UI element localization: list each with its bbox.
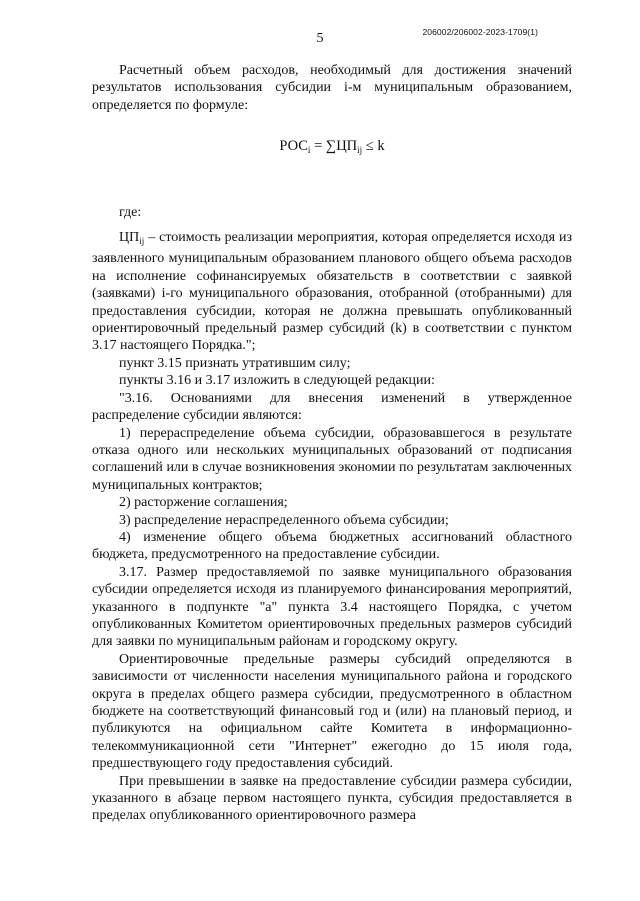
formula-tail: ≤ k	[362, 138, 385, 155]
document-id: 206002/206002-2023-1709(1)	[422, 27, 538, 37]
document-body	[92, 62, 572, 825]
definition-text: – стоимость реализации мероприятия, которая определяется исходя из заявленного муниципальным образованием планового общего объема расходов на исполнение софинансируемых обязательств в соответствии с заявкой (заявками) i-го муниципального образования, отобранной (отобранными) для предоставления субсидии, которая не должна превышать опубликованный ориентировочный предельный размер субсидий (k) в соответствии с пунктом 3.17 настоящего Порядка.";	[92, 230, 572, 354]
paragraph: пункты 3.16 и 3.17 изложить в следующей редакции:	[119, 373, 435, 389]
definition-term-subscript: ij	[139, 236, 145, 247]
where-label: где:	[119, 204, 142, 220]
paragraph: При превышении в заявке на предоставление субсидии размера субсидии, указанного в абзаце первом настоящего пункта, субсидия предоставляется в пределах опубликованного ориентировочного размера	[92, 773, 572, 824]
formula-rhs-subscript: ij	[357, 145, 363, 156]
paragraph: Ориентировочные предельные размеры субсидий определяются в зависимости от численности населения муниципального района и городского округа в пределах общего размера субсидии, предусмотренного в областном бюджете на соответствующий финансовый год и (или) на плановый период, и публикуются на официальном сайте Комитета в информационно-телекоммуникационной сети "Интернет" ежегодно до 15 июля года, предшествующего году предоставления субсидий.	[92, 651, 572, 772]
paragraph: "3.16. Основаниями для внесения изменений в утвержденное распределение субсидии являются:	[92, 390, 572, 424]
definition-term: ЦП	[119, 230, 140, 246]
page-number: 5	[316, 31, 324, 46]
paragraph: 2) расторжение соглашения;	[119, 495, 288, 511]
formula-lhs-subscript: i	[307, 145, 311, 156]
formula	[92, 138, 572, 159]
formula-lhs: РОС	[279, 138, 308, 155]
paragraph: 3) распределение нераспределенного объема субсидии;	[119, 512, 449, 528]
paragraph: 1) перераспределение объема субсидии, образовавшегося в результате отказа одного или нескольких муниципальных образований от подписания соглашений или в случае возникновения экономии по результатам заключенных муниципальных контрактов;	[92, 425, 572, 493]
paragraph: 4) изменение общего объема бюджетных ассигнований областного бюджета, предусмотренного на предоставление субсидии.	[92, 529, 572, 563]
paragraph: 3.17. Размер предоставляемой по заявке муниципального образования субсидии определяется исходя из планируемого финансирования мероприятий, указанного в подпункте "а" пункта 3.4 настоящего Порядка, с учетом опубликованных Комитетом ориентировочных предельных размеров субсидий для заявки по муниципальным районам и городскому округу.	[92, 564, 572, 650]
intro-paragraph: Расчетный объем расходов, необходимый для достижения значений результатов использования субсидии i-м муниципальным образованием, определяется по формуле:	[92, 63, 572, 113]
paragraph: пункт 3.15 признать утратившим силу;	[119, 355, 351, 371]
formula-relation: = ∑ЦП	[310, 138, 358, 155]
definition-paragraph	[92, 229, 572, 355]
